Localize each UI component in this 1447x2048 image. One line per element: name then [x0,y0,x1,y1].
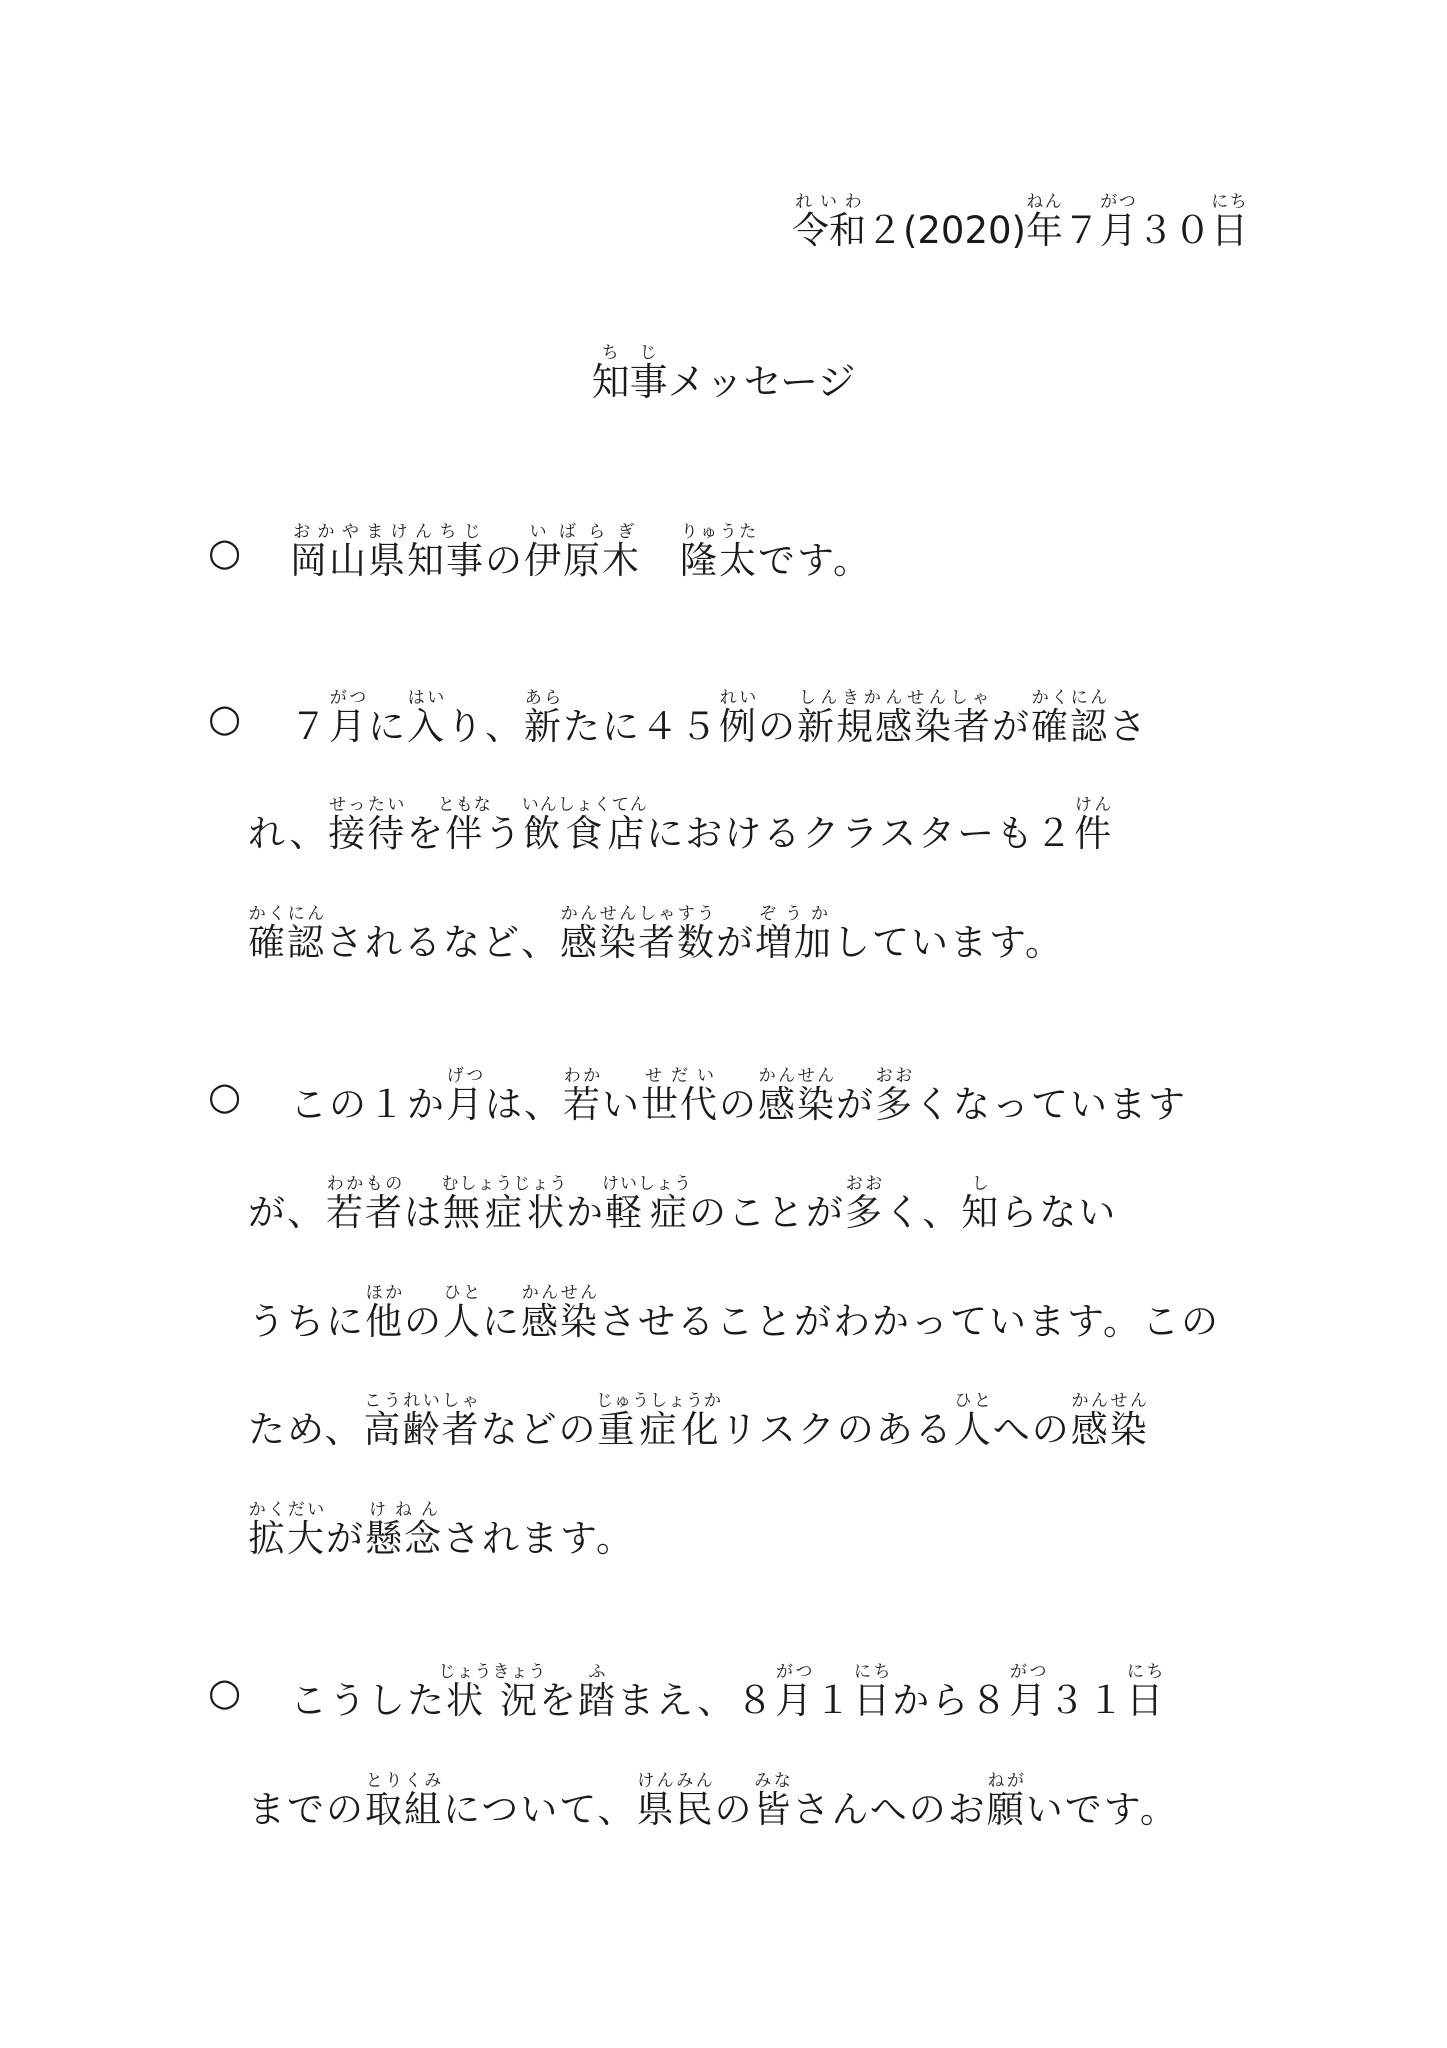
bullet-icon: ○ [208,530,242,574]
ruby-reading: はい [407,688,446,708]
ruby-reading: かくだい [248,1500,326,1520]
text-run: を [406,812,446,855]
ruby-reading: がつ [1009,1662,1049,1682]
text-line [290,1662,1165,1723]
ruby-reading: かんせん [758,1066,836,1086]
ruby-base: 懸念 [365,1517,443,1560]
ruby-base: 入 [407,705,446,748]
text-run: されるなど、 [326,921,560,964]
ruby-reading: かんせん [521,1283,599,1303]
text-line [290,1066,1187,1127]
ruby-base: 月 [329,705,368,748]
ruby-word [521,1283,599,1343]
ruby-base: 皆 [753,1788,793,1831]
ruby-base: 日 [1126,1679,1166,1722]
date-nichi-reading: にち [1211,192,1248,212]
ruby-word [437,795,492,855]
ruby-base: 若 [563,1083,602,1126]
ruby-base: 確認 [1031,705,1109,748]
ruby-reading: ひと [953,1391,993,1411]
ruby-reading: あら [524,688,563,708]
ruby-base: 世代 [641,1083,719,1126]
date-month: ７ [1063,209,1100,252]
text-run [641,539,680,582]
text-run: に [368,705,407,748]
ruby-reading: わか [563,1066,602,1086]
date-year: ２(2020) [865,209,1026,252]
ruby-word [328,795,407,855]
text-run: が [716,921,755,964]
text-line [290,522,872,583]
ruby-word [578,1662,617,1722]
text-run: の [714,1788,754,1831]
ruby-reading: れい [719,688,758,708]
ruby-reading: じょうきょう [438,1662,547,1682]
text-run: この１か [290,1083,446,1126]
ruby-base: 感染者数 [560,921,716,964]
ruby-reading: むしょうじょう [441,1174,568,1194]
ruby-word [1031,688,1109,748]
text-run: か [566,1191,605,1234]
ruby-base: 高齢者 [363,1408,481,1451]
ruby-reading: おお [845,1174,884,1194]
text-run: を [539,1679,578,1722]
ruby-base: 重症化 [596,1408,723,1451]
ruby-word [845,1174,884,1234]
text-run: の [758,705,797,748]
ruby-reading: かんせん [1070,1391,1149,1411]
text-run: ため、 [248,1408,364,1451]
ruby-word [248,1500,326,1560]
ruby-base: 件 [1074,812,1114,855]
ruby-reading: がつ [329,688,368,708]
ruby-reading: かくにん [248,904,326,924]
ruby-word [563,1066,602,1126]
text-line [248,795,1113,856]
text-run: くなっています [914,1083,1187,1126]
text-run: く、 [884,1191,962,1234]
ruby-base: 無症状 [441,1191,568,1234]
ruby-base: 多 [845,1191,884,1234]
text-run: について、 [443,1788,637,1831]
text-run: は、 [485,1083,563,1126]
text-run: が [992,705,1031,748]
ruby-word [326,1174,404,1234]
text-run: におけるクラスターも２ [646,812,1075,855]
text-run: まえ、８ [617,1679,776,1722]
text-run: から８ [892,1679,1010,1722]
text-run: は [404,1191,443,1234]
ruby-reading: にち [1126,1662,1166,1682]
ruby-word [248,904,326,964]
ruby-base: 取組 [365,1788,443,1831]
page-title [0,343,1447,406]
ruby-reading: けねん [365,1500,443,1520]
text-run: などの [480,1408,598,1451]
text-run: らない [1000,1191,1118,1234]
ruby-reading: ふ [578,1662,617,1682]
ruby-base: 伴 [437,812,492,855]
ruby-reading: しんきかんせんしゃ [797,688,992,708]
ruby-base: 例 [719,705,758,748]
ruby-reading: げつ [446,1066,485,1086]
text-run: です。 [758,539,873,582]
ruby-reading: かんせんしゃすう [560,904,716,924]
ruby-reading: し [961,1174,1001,1194]
ruby-base: 確認 [248,921,326,964]
date-nen: 年 [1026,209,1063,252]
text-run: のことが [689,1191,845,1234]
ruby-word [443,1283,482,1343]
ruby-base: 人 [443,1300,482,1343]
ruby-reading: いんしょくてん [521,795,648,815]
ruby-base: 感染 [1070,1408,1149,1451]
ruby-reading: にち [853,1662,893,1682]
ruby-base: 隆太 [680,539,758,582]
text-run: が [836,1083,875,1126]
text-run: たに４５ [563,705,719,748]
ruby-base: 新規感染者 [797,705,992,748]
ruby-base: 多 [875,1083,914,1126]
ruby-base: 伊原木 [524,539,641,582]
ruby-base: 他 [365,1300,404,1343]
ruby-reading: りゅうた [680,522,758,542]
bullet-icon: ○ [208,696,242,740]
date-era: 令和 [791,209,866,252]
title-chiji-reading: ちじ [591,343,668,363]
ruby-base: 月 [446,1083,485,1126]
text-line [248,1771,1179,1832]
text-run: り、 [446,705,524,748]
ruby-reading: けいしょう [602,1174,692,1194]
date-nichi: 日 [1211,209,1248,252]
text-run: させることがわかっています。この [599,1300,1221,1343]
ruby-word [602,1174,692,1234]
text-run: リスクのある [720,1408,954,1451]
ruby-word [986,1771,1026,1831]
text-run: こうした [290,1679,446,1722]
ruby-reading: ともな [437,795,492,815]
ruby-reading: いばらぎ [524,522,641,542]
text-run: の [719,1083,758,1126]
ruby-base: 新 [524,705,563,748]
text-run: ３１ [1048,1679,1127,1722]
date-era-reading: れいわ [791,192,866,212]
ruby-reading: かくにん [1031,688,1109,708]
ruby-reading: じゅうしょうか [596,1391,723,1411]
ruby-base: 若者 [326,1191,404,1234]
text-run: の [485,539,524,582]
ruby-word [596,1391,723,1451]
text-line [290,688,1148,749]
bullet-icon: ○ [208,1074,242,1118]
ruby-word [753,1771,793,1831]
text-run: １ [814,1679,854,1722]
ruby-word [329,688,368,748]
ruby-base: 踏 [578,1679,617,1722]
ruby-reading: せだい [641,1066,719,1086]
ruby-base: 願 [986,1788,1026,1831]
text-run: が [326,1517,365,1560]
ruby-base: 月 [1009,1679,1049,1722]
ruby-reading: ひと [443,1283,482,1303]
ruby-reading: がつ [775,1662,815,1682]
text-run: い [602,1083,641,1126]
ruby-word [560,904,716,964]
title-rest: メッセージ [667,360,856,404]
ruby-word [407,688,446,748]
text-run: の [404,1300,443,1343]
text-run: しています。 [833,921,1065,964]
ruby-word [1009,1662,1049,1722]
ruby-reading: おお [875,1066,914,1086]
ruby-base: 拡大 [248,1517,326,1560]
ruby-reading: けんみん [636,1771,715,1791]
ruby-word [953,1391,993,1451]
ruby-base: 感染 [758,1083,836,1126]
ruby-base: 飲食店 [521,812,648,855]
ruby-word [719,688,758,748]
text-run: への [992,1408,1071,1451]
ruby-word [641,1066,719,1126]
ruby-word [636,1771,715,1831]
text-run: に [482,1300,521,1343]
ruby-word [524,522,641,582]
text-run: れ、 [248,812,329,855]
ruby-word [441,1174,568,1234]
ruby-word [524,688,563,748]
ruby-base: 軽症 [602,1191,692,1234]
ruby-base: 状況 [438,1679,547,1722]
ruby-word [875,1066,914,1126]
ruby-reading: けん [1074,795,1114,815]
ruby-word [680,522,758,582]
text-line [248,1391,1149,1452]
text-run: さんへのお [792,1788,987,1831]
ruby-word [521,795,648,855]
ruby-reading: せったい [328,795,407,815]
ruby-word [775,1662,815,1722]
ruby-base: 知 [961,1191,1001,1234]
text-run: うちに [248,1300,365,1343]
ruby-base: 岡山県知事 [290,539,485,582]
ruby-word [853,1662,893,1722]
ruby-base: 感染 [521,1300,599,1343]
ruby-base: 人 [953,1408,993,1451]
date-gatsu-reading: がつ [1100,192,1137,212]
text-run: が、 [248,1191,326,1234]
ruby-reading: おかやまけんちじ [290,522,485,542]
ruby-word [363,1391,481,1451]
ruby-word [365,1500,443,1560]
ruby-word [755,904,833,964]
text-line [248,1500,635,1561]
ruby-word [1070,1391,1149,1451]
ruby-reading: みな [753,1771,793,1791]
ruby-base: 増加 [755,921,833,964]
ruby-word [1074,795,1114,855]
ruby-word [365,1771,443,1831]
ruby-word [365,1283,404,1343]
ruby-base: 県民 [636,1788,715,1831]
ruby-base: 接待 [328,812,407,855]
text-line [248,1283,1220,1344]
ruby-reading: ぞうか [755,904,833,924]
text-line [248,1174,1117,1235]
ruby-word [1126,1662,1166,1722]
text-run: までの [248,1788,365,1831]
text-run: う [484,812,524,855]
ruby-word [446,1066,485,1126]
text-line [248,904,1064,965]
text-run: さ [1109,705,1148,748]
title-chiji: 知事 [591,360,668,404]
date-line [660,192,1248,254]
date-nen-reading: ねん [1026,192,1063,212]
bullet-icon: ○ [208,1670,242,1714]
ruby-base: 日 [853,1679,893,1722]
ruby-base: 月 [775,1679,815,1722]
ruby-reading: ほか [365,1283,404,1303]
ruby-reading: わかもの [326,1174,404,1194]
text-run: ７ [290,705,329,748]
ruby-reading: ねが [986,1771,1026,1791]
date-gatsu: 月 [1100,209,1137,252]
ruby-word [438,1662,547,1722]
ruby-word [758,1066,836,1126]
ruby-word [797,688,992,748]
ruby-reading: とりくみ [365,1771,443,1791]
ruby-reading: こうれいしゃ [363,1391,481,1411]
text-run: されます。 [443,1517,636,1560]
text-run: いです。 [1025,1788,1179,1831]
ruby-word [290,522,485,582]
date-day: ３０ [1137,209,1211,252]
ruby-word [961,1174,1001,1234]
